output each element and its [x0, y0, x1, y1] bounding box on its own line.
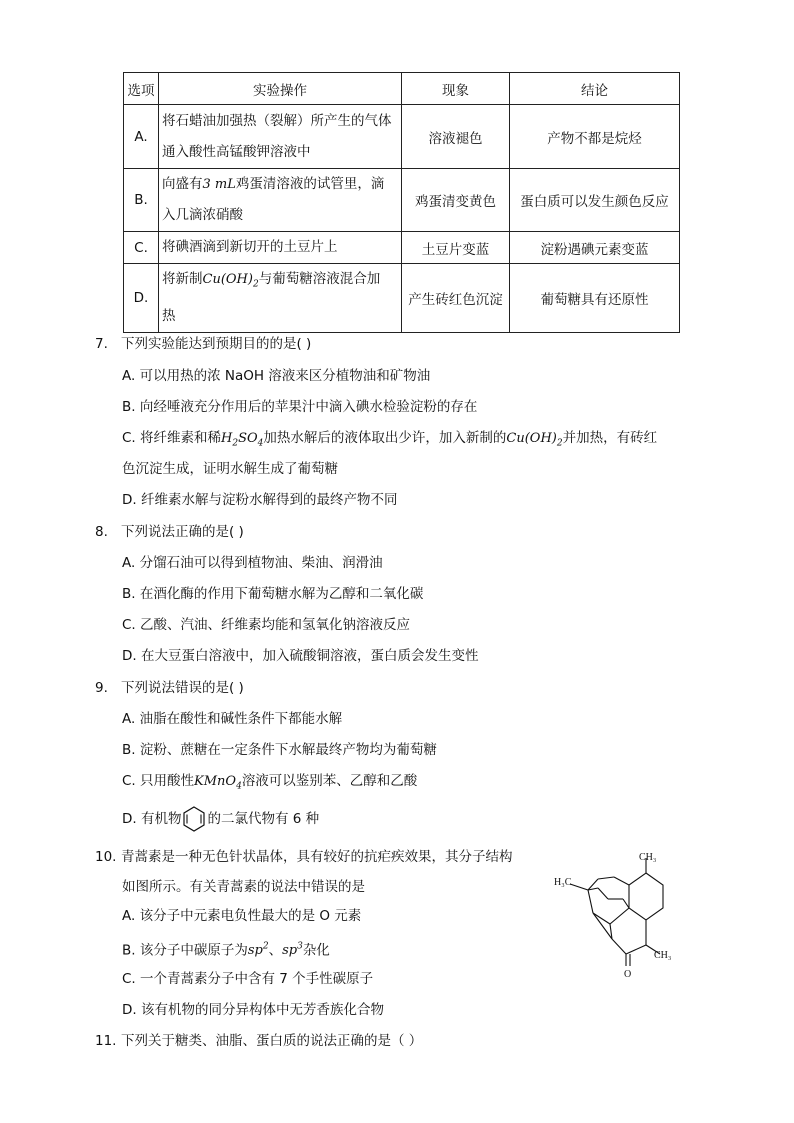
- table-row: [124, 232, 680, 264]
- row-operation: [159, 105, 402, 169]
- carbonyl-o-label: O: [624, 969, 632, 980]
- cyclohexadiene-structure-icon: [182, 806, 206, 832]
- text: 与葡萄糖溶液混合加: [258, 271, 381, 287]
- subscript: 2: [556, 438, 563, 449]
- row-phenomenon: 溶液褪色: [402, 105, 510, 169]
- subscript: 4: [257, 438, 264, 449]
- row-option: A.: [124, 105, 159, 169]
- header-operation: 实验操作: [159, 73, 402, 105]
- question-number: 7.: [95, 336, 108, 352]
- operation-line: 入几滴浓硝酸: [162, 207, 243, 223]
- ch3-top-label: CH₃: [639, 852, 657, 863]
- formula-part: KMnO: [194, 774, 237, 789]
- text: 向盛有: [162, 176, 203, 192]
- table-row: [124, 169, 680, 232]
- formula: 3 mL: [202, 177, 236, 192]
- question-text: 下列关于糖类、油脂、蛋白质的说法正确的是（ ）: [121, 1033, 423, 1049]
- experiment-table: [123, 72, 680, 333]
- formula: [194, 774, 242, 792]
- header-phenomenon: 现象: [402, 73, 510, 105]
- row-option: D.: [124, 264, 159, 333]
- subscript: 2: [252, 279, 259, 290]
- q10-option-b: [122, 937, 330, 961]
- q10-option-d: D. 该有机物的同分异构体中无芳香族化合物: [122, 1002, 384, 1018]
- formula-part: SO: [238, 431, 258, 446]
- row-conclusion: 蛋白质可以发生颜色反应: [510, 169, 680, 232]
- row-option: B.: [124, 169, 159, 232]
- q7-option-b: B. 向经唾液充分作用后的苹果汁中滴入碘水检验淀粉的存在: [122, 399, 478, 415]
- header-conclusion: 结论: [510, 73, 680, 105]
- text: D. 有机物: [122, 811, 182, 827]
- question-text: 下列实验能达到预期目的的是( ): [121, 336, 312, 352]
- header-option: 选项: [124, 73, 159, 105]
- artemisinin-structure-diagram: [548, 844, 688, 984]
- formula-part: Cu(OH): [202, 272, 253, 287]
- question-number: 8.: [95, 524, 108, 540]
- text: 鸡蛋清溶液的试管里，滴: [235, 176, 385, 192]
- q8-option-d: D. 在大豆蛋白溶液中，加入硫酸铜溶液，蛋白质会发生变性: [122, 648, 479, 664]
- row-conclusion: 葡萄糖具有还原性: [510, 264, 680, 333]
- text: C. 将纤维素和稀: [122, 430, 222, 446]
- formula-part: sp: [282, 943, 298, 959]
- row-option: C.: [124, 232, 159, 264]
- q8-option-b: B. 在酒化酶的作用下葡萄糖水解为乙醇和二氧化碳: [122, 586, 424, 602]
- formula: [221, 431, 264, 449]
- question-10-stem-line2: 如图所示。有关青蒿素的说法中错误的是: [122, 879, 365, 895]
- q9-option-c: [122, 771, 417, 797]
- superscript: 2: [262, 942, 269, 952]
- row-phenomenon: 鸡蛋清变黄色: [402, 169, 510, 232]
- operation-line: 通入酸性高锰酸钾溶液中: [162, 143, 311, 160]
- operation-line: 热: [162, 307, 176, 324]
- formula-part: H: [221, 431, 233, 446]
- question-text: 青蒿素是一种无色针状晶体，具有较好的抗疟疾效果，其分子结构: [121, 849, 513, 865]
- q7-option-c: [122, 428, 657, 454]
- operation-line: 将碘酒滴到新切开的土豆片上: [162, 239, 338, 255]
- text: 溶液可以鉴别苯、乙醇和乙酸: [241, 773, 418, 789]
- formula: [282, 943, 303, 958]
- row-phenomenon: 土豆片变蓝: [402, 232, 510, 264]
- q10-option-c: C. 一个青蒿素分子中含有 7 个手性碳原子: [122, 971, 374, 987]
- question-number: 9.: [95, 680, 108, 696]
- question-number: 11.: [95, 1033, 117, 1049]
- subscript: 4: [236, 781, 242, 792]
- q7-option-a: A. 可以用热的浓 NaOH 溶液来区分植物油和矿物油: [122, 368, 431, 384]
- row-operation: [159, 169, 402, 232]
- row-operation: [159, 264, 402, 333]
- formula: [248, 943, 269, 958]
- question-number: 10.: [95, 849, 117, 865]
- row-phenomenon: 产生砖红色沉淀: [402, 264, 510, 333]
- q9-option-b: B. 淀粉、蔗糖在一定条件下水解最终产物均为葡萄糖: [122, 742, 437, 758]
- text: B. 该分子中碳原子为: [122, 942, 248, 959]
- table-row: [124, 264, 680, 333]
- question-text: 下列说法错误的是( ): [121, 680, 244, 696]
- q8-option-c: C. 乙酸、汽油、纤维素均能和氢氧化钠溶液反应: [122, 617, 411, 633]
- text: C. 只用酸性: [122, 773, 195, 789]
- table-row: [124, 105, 680, 169]
- q7-option-d: D. 纤维素水解与淀粉水解得到的最终产物不同: [122, 492, 398, 508]
- row-conclusion: 淀粉遇碘元素变蓝: [510, 232, 680, 264]
- text: 并加热，有砖红: [562, 430, 658, 446]
- q7-option-c-line2: 色沉淀生成，证明水解生成了葡萄糖: [122, 461, 338, 477]
- subscript: 2: [232, 438, 239, 449]
- text: 加热水解后的液体取出少许，加入新制的: [263, 430, 507, 446]
- ch3-right-label: CH₃: [654, 950, 672, 961]
- text: 的二氯代物有 6 种: [207, 811, 320, 827]
- h3c-left-label: H₃C: [554, 877, 572, 888]
- table-header-row: [124, 73, 680, 105]
- q9-option-a: A. 油脂在酸性和碱性条件下都能水解: [122, 711, 343, 727]
- operation-line: 将石蜡油加强热（裂解）所产生的气体: [162, 112, 392, 129]
- formula: [506, 431, 563, 449]
- q8-option-a: A. 分馏石油可以得到植物油、柴油、润滑油: [122, 555, 383, 571]
- text: 将新制: [162, 271, 203, 287]
- row-conclusion: 产物不都是烷烃: [510, 105, 680, 169]
- row-operation: [159, 232, 402, 264]
- q9-option-d: [122, 806, 319, 832]
- operation-line: [162, 264, 398, 301]
- formula: [202, 272, 259, 290]
- question-text: 下列说法正确的是( ): [121, 524, 244, 540]
- q10-option-a: A. 该分子中元素电负性最大的是 O 元素: [122, 908, 362, 924]
- text: 杂化: [302, 942, 330, 959]
- operation-line: [162, 169, 398, 200]
- text: 、: [268, 942, 283, 959]
- formula-part: Cu(OH): [506, 431, 557, 446]
- superscript: 3: [297, 942, 303, 952]
- formula-part: sp: [247, 943, 263, 959]
